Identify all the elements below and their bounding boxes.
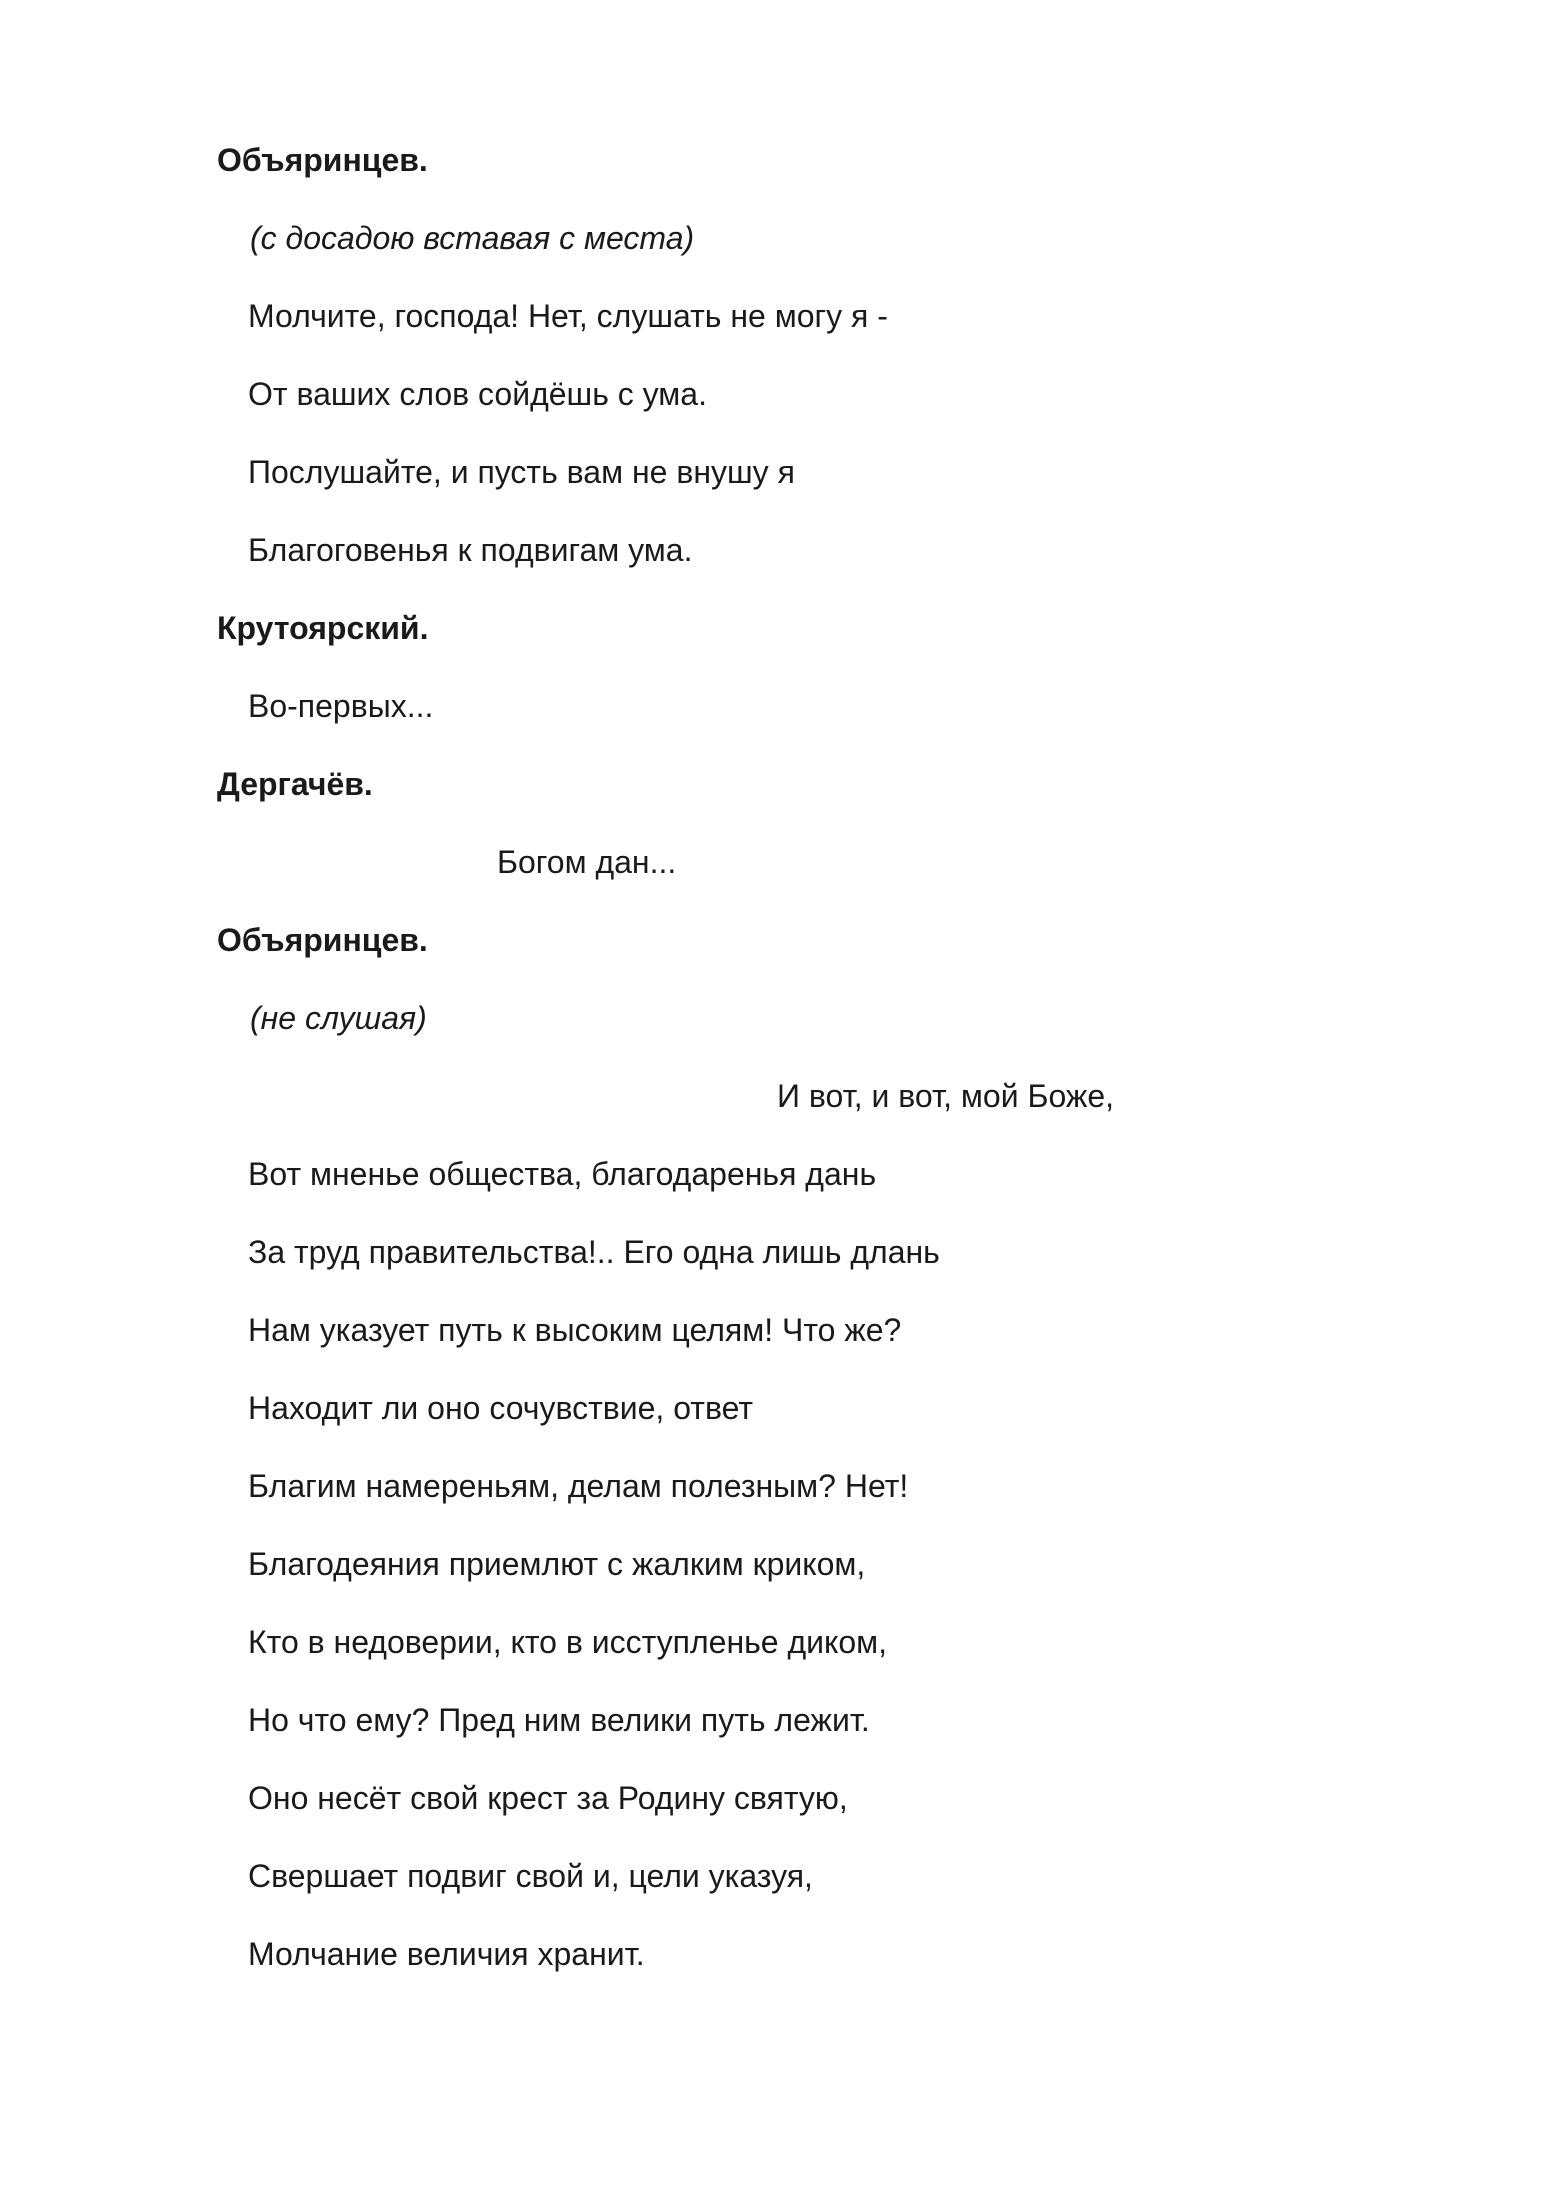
verse-line: Молчание величия хранит. — [248, 1936, 645, 1972]
verse-line: Свершает подвиг свой и, цели указуя, — [248, 1858, 813, 1894]
verse-line-indented: Богом дан... — [497, 844, 677, 880]
verse-line: Вот мненье общества, благодаренья дань — [248, 1156, 877, 1192]
verse-line: Но что ему? Пред ним велики путь лежит. — [248, 1702, 870, 1738]
verse-line: Молчите, господа! Нет, слушать не могу я - — [248, 298, 888, 334]
verse-line: Находит ли оно сочувствие, ответ — [248, 1390, 753, 1426]
verse-line: Оно несёт свой крест за Родину святую, — [248, 1780, 848, 1816]
speaker-name: Дергачёв. — [217, 766, 373, 802]
verse-line: Нам указует путь к высоким целям! Что же? — [248, 1312, 902, 1348]
stage-direction: (не слушая) — [250, 1000, 427, 1036]
verse-line-deep-indented: И вот, и вот, мой Боже, — [777, 1078, 1114, 1114]
verse-line: Благим намереньям, делам полезным? Нет! — [248, 1468, 909, 1504]
script-text — [0, 121, 1555, 1993]
verse-line: За труд правительства!.. Его одна лишь длань — [248, 1234, 940, 1270]
speaker-name: Объяринцев. — [217, 922, 428, 958]
verse-line: Послушайте, и пусть вам не внушу я — [248, 454, 795, 490]
verse-line: Благодеяния приемлют с жалким криком, — [248, 1546, 866, 1582]
speaker-name: Крутоярский. — [217, 610, 429, 646]
verse-line: Благоговенья к подвигам ума. — [248, 532, 693, 568]
verse-line: Во-первых... — [248, 688, 434, 724]
speaker-name: Объяринцев. — [217, 142, 428, 178]
verse-line: От ваших слов сойдёшь с ума. — [248, 376, 707, 412]
stage-direction: (с досадою вставая с места) — [250, 220, 695, 256]
verse-line: Кто в недоверии, кто в исступленье диком, — [248, 1624, 888, 1660]
